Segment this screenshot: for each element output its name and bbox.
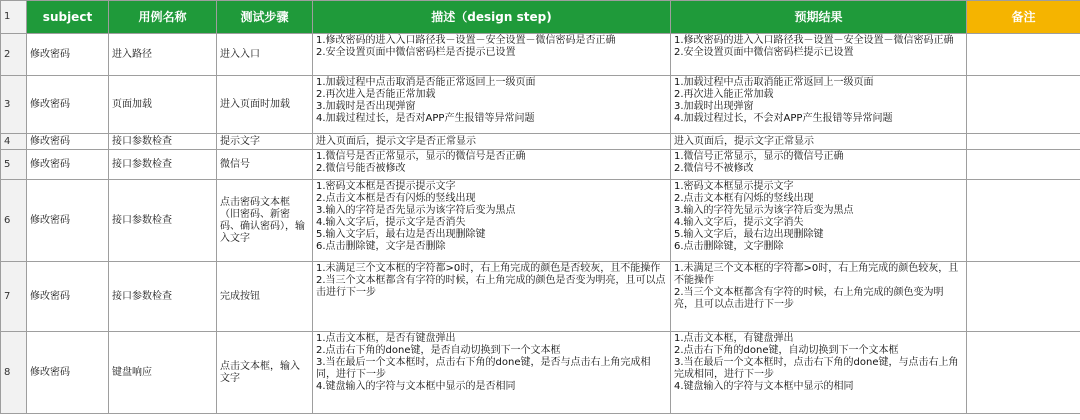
expected-line: 3.加载时出现弹窗 [674, 101, 754, 112]
header-row [1, 1, 1080, 34]
expected-line: 2.安全设置页面中微信密码栏提示已设置 [674, 47, 854, 58]
cell-test-steps[interactable]: 进入页面时加载 [217, 76, 313, 134]
cell-description[interactable] [313, 76, 671, 134]
expected-line: 2.微信号不被修改 [674, 163, 754, 174]
table-row [1, 262, 1080, 332]
cell-note[interactable] [967, 150, 1080, 180]
expected-line: 4.加载过程过长，不会对APP产生报错等异常问题 [674, 113, 893, 124]
cell-test-steps[interactable]: 进入入口 [217, 34, 313, 76]
row-number[interactable]: 1 [1, 1, 27, 34]
row-number[interactable]: 8 [1, 332, 27, 414]
expected-line: 4.输入文字后，提示文字消失 [674, 217, 804, 228]
description-line: 4.输入文字后，提示文字是否消失 [316, 217, 466, 228]
row-number[interactable]: 5 [1, 150, 27, 180]
cell-description[interactable] [313, 332, 671, 414]
description-line: 5.输入文字后，最右边是否出现删除键 [316, 229, 486, 240]
description-line: 4.加载过程过长，是否对APP产生报错等异常问题 [316, 113, 535, 124]
description-line: 2.安全设置页面中微信密码栏是否提示已设置 [316, 47, 516, 58]
cell-note[interactable] [967, 134, 1080, 150]
expected-line: 2.再次进入能正常加载 [674, 89, 774, 100]
cell-case-name[interactable]: 进入路径 [109, 34, 217, 76]
cell-description[interactable] [313, 150, 671, 180]
row-number[interactable]: 3 [1, 76, 27, 134]
cell-description[interactable] [313, 262, 671, 332]
expected-line: 1.微信号正常显示，显示的微信号正确 [674, 151, 844, 162]
cell-note[interactable] [967, 332, 1080, 414]
column-header-case-name[interactable]: 用例名称 [109, 1, 217, 34]
cell-subject[interactable]: 修改密码 [27, 134, 109, 150]
column-header-expected-result[interactable]: 预期结果 [671, 1, 967, 34]
expected-line: 2.点击右下角的done键，自动切换到下一个文本框 [674, 345, 899, 356]
expected-line: 3.输入的字符先显示为该字符后变为黑点 [674, 205, 854, 216]
cell-subject[interactable]: 修改密码 [27, 76, 109, 134]
expected-line: 6.点击删除键，文字删除 [674, 241, 784, 252]
expected-line: 1.密码文本框显示提示文字 [674, 181, 794, 192]
column-header-note[interactable]: 备注 [967, 1, 1080, 34]
row-number[interactable]: 4 [1, 134, 27, 150]
expected-line: 进入页面后，提示文字正常显示 [674, 135, 814, 147]
expected-line: 2.点击文本框有闪烁的竖线出现 [674, 193, 814, 204]
description-line: 1.点击文本框，是否有键盘弹出 [316, 333, 456, 344]
cell-description[interactable] [313, 34, 671, 76]
column-header-test-steps[interactable]: 测试步骤 [217, 1, 313, 34]
cell-expected-result[interactable] [671, 76, 967, 134]
description-line: 3.加载时是否出现弹窗 [316, 101, 416, 112]
table-row [1, 76, 1080, 134]
cell-expected-result[interactable] [671, 332, 967, 414]
description-line: 2.当三个文本框都含有字符的时候，右上角完成的颜色是否变为明亮，且可以点击进行下一步 [316, 275, 666, 298]
expected-line: 1.加载过程中点击取消能正常返回上一级页面 [674, 77, 874, 88]
cell-case-name[interactable]: 接口参数检查 [109, 180, 217, 262]
cell-subject[interactable]: 修改密码 [27, 150, 109, 180]
cell-case-name[interactable]: 接口参数检查 [109, 262, 217, 332]
table-row [1, 180, 1080, 262]
row-number[interactable]: 2 [1, 34, 27, 76]
description-line: 1.微信号是否正常显示，显示的微信号是否正确 [316, 151, 526, 162]
expected-line: 1.修改密码的进入入口路径我－设置－安全设置－微信密码正确 [674, 35, 954, 46]
cell-expected-result[interactable] [671, 134, 967, 150]
description-line: 1.密码文本框是否提示提示文字 [316, 181, 456, 192]
row-number[interactable]: 6 [1, 180, 27, 262]
cell-test-steps[interactable] [217, 180, 313, 262]
cell-expected-result[interactable] [671, 150, 967, 180]
description-line: 进入页面后，提示文字是否正常显示 [316, 135, 476, 147]
description-line: 3.输入的字符是否先显示为该字符后变为黑点 [316, 205, 516, 216]
cell-test-steps[interactable]: 微信号 [217, 150, 313, 180]
table-row [1, 134, 1080, 150]
cell-case-name[interactable]: 接口参数检查 [109, 150, 217, 180]
expected-line: 2.当三个文本框都含有字符的时候，右上角完成的颜色变为明亮，且可以点击进行下一步 [674, 287, 944, 310]
description-line: 4.键盘输入的字符与文本框中显示的是否相同 [316, 381, 516, 392]
description-line: 3.当在最后一个文本框时，点击右下角的done键，是否与点击右上角完成相同，进行下一步 [316, 357, 651, 380]
cell-description[interactable] [313, 134, 671, 150]
cell-subject[interactable]: 修改密码 [27, 262, 109, 332]
cell-expected-result[interactable] [671, 262, 967, 332]
cell-test-steps[interactable]: 提示文字 [217, 134, 313, 150]
expected-line: 3.当在最后一个文本框时，点击右下角的done键，与点击右上角完成相同，进行下一步 [674, 357, 959, 380]
column-header-description[interactable]: 描述（design step) [313, 1, 671, 34]
cell-test-steps[interactable]: 完成按钮 [217, 262, 313, 332]
expected-line: 5.输入文字后，最右边出现删除键 [674, 229, 824, 240]
table-row [1, 332, 1080, 414]
expected-line: 4.键盘输入的字符与文本框中显示的相同 [674, 381, 854, 392]
cell-note[interactable] [967, 76, 1080, 134]
cell-subject[interactable]: 修改密码 [27, 332, 109, 414]
test-steps-text: 点击密码文本框（旧密码、新密码、确认密码），输入文字 [220, 196, 305, 244]
description-line: 1.加载过程中点击取消是否能正常返回上一级页面 [316, 77, 536, 88]
description-line: 2.微信号能否被修改 [316, 163, 406, 174]
cell-case-name[interactable]: 键盘响应 [109, 332, 217, 414]
cell-note[interactable] [967, 34, 1080, 76]
cell-description[interactable] [313, 180, 671, 262]
test-steps-text: 点击文本框，输入文字 [220, 360, 300, 384]
cell-subject[interactable]: 修改密码 [27, 34, 109, 76]
cell-subject[interactable]: 修改密码 [27, 180, 109, 262]
table-row [1, 150, 1080, 180]
table-row [1, 34, 1080, 76]
cell-case-name[interactable]: 页面加载 [109, 76, 217, 134]
cell-note[interactable] [967, 180, 1080, 262]
description-line: 2.点击右下角的done键，是否自动切换到下一个文本框 [316, 345, 561, 356]
description-line: 6.点击删除键，文字是否删除 [316, 241, 446, 252]
description-line: 1.修改密码的进入入口路径我－设置－安全设置－微信密码是否正确 [316, 35, 616, 46]
cell-expected-result[interactable] [671, 34, 967, 76]
cell-case-name[interactable]: 接口参数检查 [109, 134, 217, 150]
description-line: 1.未满足三个文本框的字符都>0时，右上角完成的颜色是否较灰，且不能操作 [316, 263, 661, 274]
description-line: 2.点击文本框是否有闪烁的竖线出现 [316, 193, 476, 204]
expected-line: 1.点击文本框，有键盘弹出 [674, 333, 794, 344]
cell-expected-result[interactable] [671, 180, 967, 262]
cell-note[interactable] [967, 262, 1080, 332]
expected-line: 1.未满足三个文本框的字符都>0时，右上角完成的颜色较灰，且不能操作 [674, 263, 959, 286]
row-number[interactable]: 7 [1, 262, 27, 332]
description-line: 2.再次进入是否能正常加载 [316, 89, 436, 100]
cell-test-steps[interactable] [217, 332, 313, 414]
column-header-subject[interactable]: subject [27, 1, 109, 34]
